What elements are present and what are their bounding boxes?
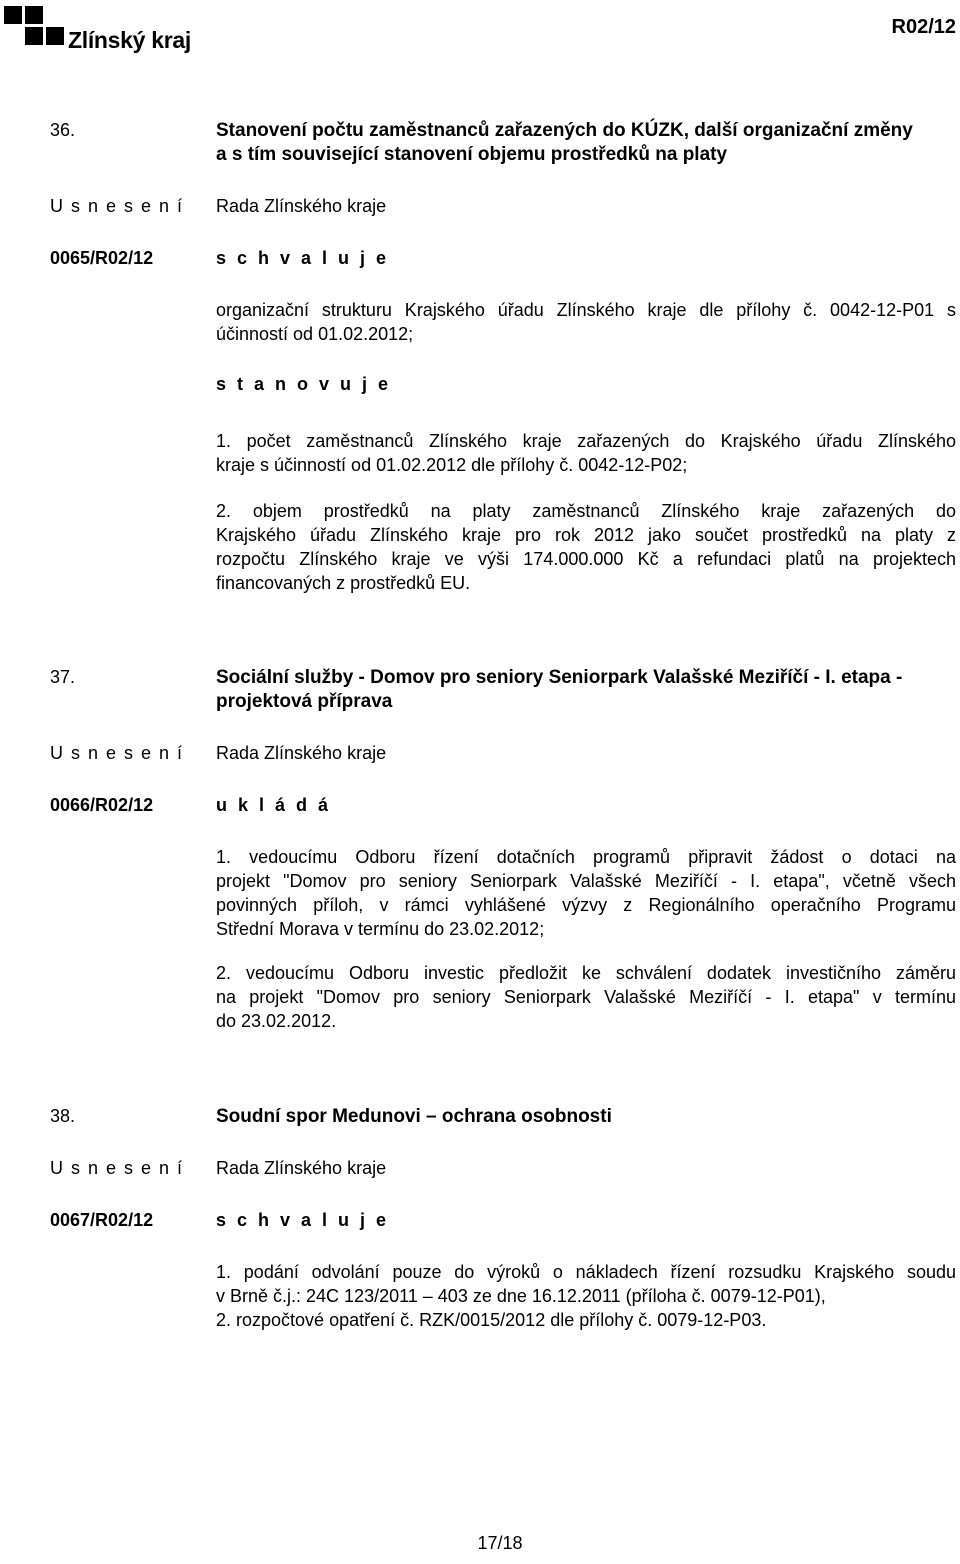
logo-square-1: [4, 6, 22, 24]
item-number: 36.: [50, 120, 76, 140]
paragraph-line: 2. objem prostředků na platy zaměstnanců Zlínského kraje zařazených do: [216, 501, 956, 521]
item-title-line-1: Stanovení počtu zaměstnanců zařazených do KÚZK, další organizační změny: [216, 120, 913, 141]
council-name: Rada Zlínského kraje: [216, 196, 387, 216]
council-name: Rada Zlínského kraje: [216, 1158, 387, 1178]
paragraph-line: 1. vedoucímu Odboru řízení dotačních programů připravit žádost o dotaci na: [216, 847, 956, 867]
resolution-verb: s c h v a l u j e: [216, 1210, 390, 1230]
paragraph-line: kraje s účinností od 01.02.2012 dle přílohy č. 0042-12-P02;: [216, 455, 688, 475]
resolution-code: 0067/R02/12: [50, 1210, 154, 1230]
resolution-code: 0065/R02/12: [50, 248, 154, 268]
logo-square-4: [46, 27, 64, 45]
paragraph-line: účinností od 01.02.2012;: [216, 324, 414, 344]
paragraph-line: projekt "Domov pro seniory Seniorpark Valašské Meziříčí - I. etapa", včetně všech: [216, 871, 956, 891]
resolution-verb: s c h v a l u j e: [216, 248, 390, 268]
resolution-paragraph: [216, 298, 956, 346]
zlinsky-kraj-logo: [0, 0, 190, 54]
resolution-paragraph: [216, 499, 956, 595]
paragraph-line: do 23.02.2012.: [216, 1011, 337, 1031]
item-title-line-2: projektová příprava: [216, 691, 393, 712]
resolution-paragraph: [216, 961, 956, 1033]
usneseni-label: U s n e s e n í: [50, 1158, 184, 1178]
paragraph-line: Krajského úřadu Zlínského kraje pro rok 2012 jako součet prostředků na platy z: [216, 525, 956, 545]
paragraph-line: 1. podání odvolání pouze do výroků o nákladech řízení rozsudku Krajského soudu: [216, 1262, 956, 1282]
usneseni-label: U s n e s e n í: [50, 196, 184, 216]
logo-square-2: [25, 6, 43, 24]
resolution-verb: u k l á d á: [216, 795, 332, 815]
item-title-line-2: a s tím související stanovení objemu prostředků na platy: [216, 144, 728, 165]
paragraph-line: Střední Morava v termínu do 23.02.2012;: [216, 919, 545, 939]
item-title-line-1: Soudní spor Medunovi – ochrana osobnosti: [216, 1106, 612, 1127]
paragraph-line: na projekt "Domov pro seniory Seniorpark Valašské Meziříčí - I. etapa" v termínu: [216, 987, 956, 1007]
paragraph-line: povinných příloh, v rámci vyhlášené výzvy z Regionálního operačního Programu: [216, 895, 956, 915]
paragraph-line: 2. rozpočtové opatření č. RZK/0015/2012 dle přílohy č. 0079-12-P03.: [216, 1310, 767, 1330]
usneseni-label: U s n e s e n í: [50, 743, 184, 763]
paragraph-line: v Brně č.j.: 24C 123/2011 – 403 ze dne 16.12.2011 (příloha č. 0079-12-P01),: [216, 1286, 826, 1306]
paragraph-line: rozpočtu Zlínského kraje ve výši 174.000.000 Kč a refundaci platů na projektech: [216, 549, 956, 569]
item-number: 37.: [50, 667, 76, 687]
paragraph-line: financovaných z prostředků EU.: [216, 573, 471, 593]
document-code: R02/12: [891, 16, 956, 38]
paragraph-line: 1. počet zaměstnanců Zlínského kraje zařazených do Krajského úřadu Zlínského: [216, 431, 956, 451]
council-name: Rada Zlínského kraje: [216, 743, 387, 763]
page-number: 17/18: [477, 1533, 523, 1553]
logo-text: Zlínský kraj: [68, 27, 191, 53]
resolution-verb: s t a n o v u j e: [216, 374, 392, 394]
logo-square-3: [25, 27, 43, 45]
item-title-line-1: Sociální služby - Domov pro seniory Seniorpark Valašské Meziříčí - I. etapa -: [216, 667, 903, 688]
item-number: 38.: [50, 1106, 76, 1126]
resolution-paragraph: [216, 429, 956, 477]
resolution-paragraph: [216, 1260, 956, 1332]
paragraph-line: 2. vedoucímu Odboru investic předložit ke schválení dodatek investičního záměru: [216, 963, 956, 983]
resolution-code: 0066/R02/12: [50, 795, 154, 815]
resolution-paragraph: [216, 845, 956, 941]
paragraph-line: organizační strukturu Krajského úřadu Zlínského kraje dle přílohy č. 0042-12-P01 s: [216, 300, 956, 320]
